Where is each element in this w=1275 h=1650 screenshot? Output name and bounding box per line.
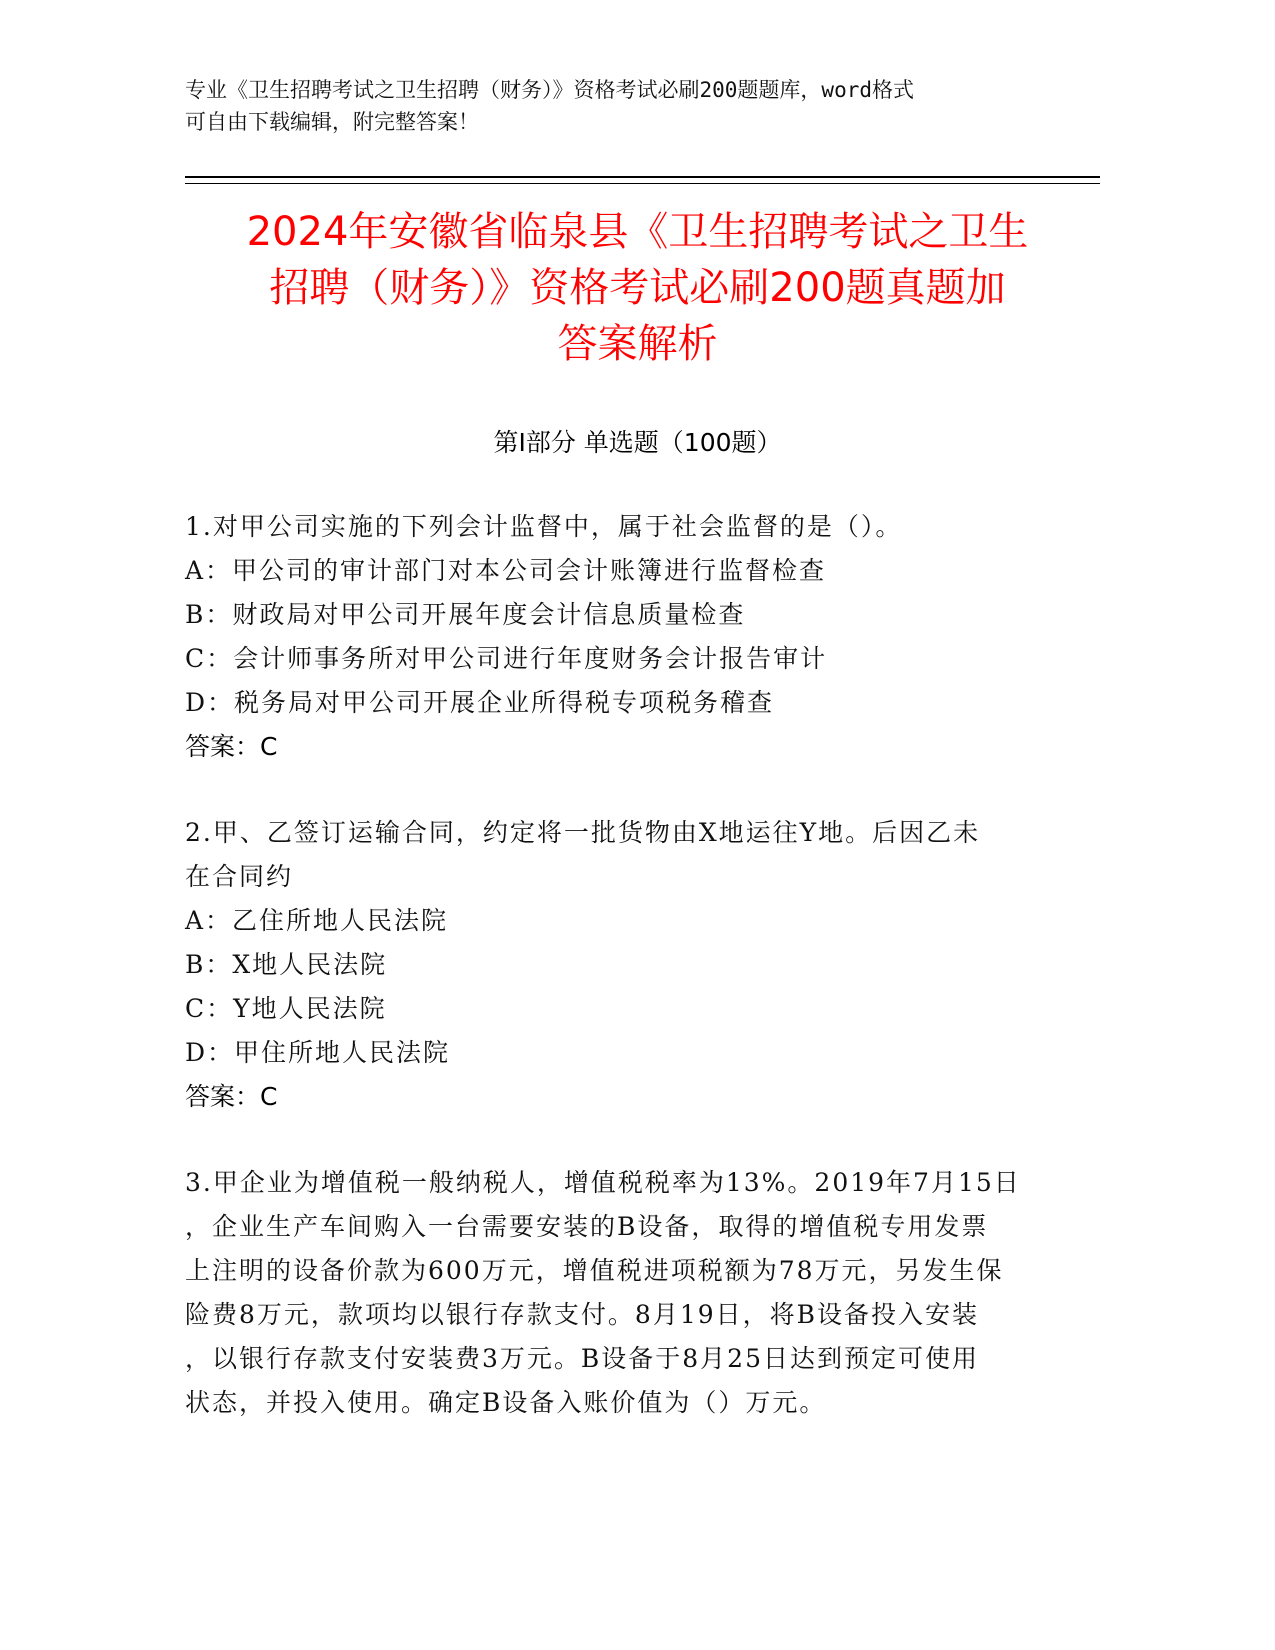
question-stem: ，以银行存款支付安装费3万元。B设备于8月25日达到预定可使用 <box>185 1344 979 1373</box>
answer: 答案：C <box>185 732 278 761</box>
header-note <box>185 74 1065 138</box>
section-heading: 第I部分 单选题（100题） <box>493 428 782 457</box>
question-stem: 状态，并投入使用。确定B设备入账价值为（）万元。 <box>185 1388 827 1417</box>
question-stem: 1.对甲公司实施的下列会计监督中，属于社会监督的是（）。 <box>185 512 903 541</box>
option-d: D：甲住所地人民法院 <box>185 1038 451 1067</box>
option-c: C：Y地人民法院 <box>185 994 387 1023</box>
option-c: C：会计师事务所对甲公司进行年度财务会计报告审计 <box>185 644 828 673</box>
question-list <box>185 505 1045 1467</box>
answer: 答案：C <box>185 1082 278 1111</box>
option-a: A：乙住所地人民法院 <box>185 906 449 935</box>
option-b: B：财政局对甲公司开展年度会计信息质量检查 <box>185 600 746 629</box>
question-stem: ，企业生产车间购入一台需要安装的B设备，取得的增值税专用发票 <box>185 1212 989 1241</box>
header-note-line: 可自由下载编辑，附完整答案！ <box>185 110 479 134</box>
question-stem: 2.甲、乙签订运输合同，约定将一批货物由X地运往Y地。后因乙未 <box>185 818 981 847</box>
title-line: 招聘（财务）》资格考试必刷200题真题加 <box>269 265 1006 311</box>
document-title <box>160 204 1115 372</box>
question-stem: 上注明的设备价款为600万元，增值税进项税额为78万元，另发生保 <box>185 1256 1004 1285</box>
option-d: D：税务局对甲公司开展企业所得税专项税务稽查 <box>185 688 775 717</box>
question-stem: 3.甲企业为增值税一般纳税人，增值税税率为13%。2019年7月15日 <box>185 1168 1021 1197</box>
question-stem: 在合同约 <box>185 862 294 891</box>
question-3 <box>185 1161 1045 1425</box>
question-2 <box>185 811 1045 1119</box>
question-1 <box>185 505 1045 769</box>
option-a: A：甲公司的审计部门对本公司会计账簿进行监督检查 <box>185 556 827 585</box>
header-rule-thin <box>185 183 1100 184</box>
question-stem: 险费8万元，款项均以银行存款支付。8月19日，将B设备投入安装 <box>185 1300 979 1329</box>
header-note-line: 专业《卫生招聘考试之卫生招聘（财务）》资格考试必刷200题题库，word格式 <box>185 78 914 102</box>
header-rule-thick <box>185 176 1100 178</box>
title-line: 2024年安徽省临泉县《卫生招聘考试之卫生 <box>246 209 1029 255</box>
title-line: 答案解析 <box>557 321 718 367</box>
option-b: B：X地人民法院 <box>185 950 388 979</box>
